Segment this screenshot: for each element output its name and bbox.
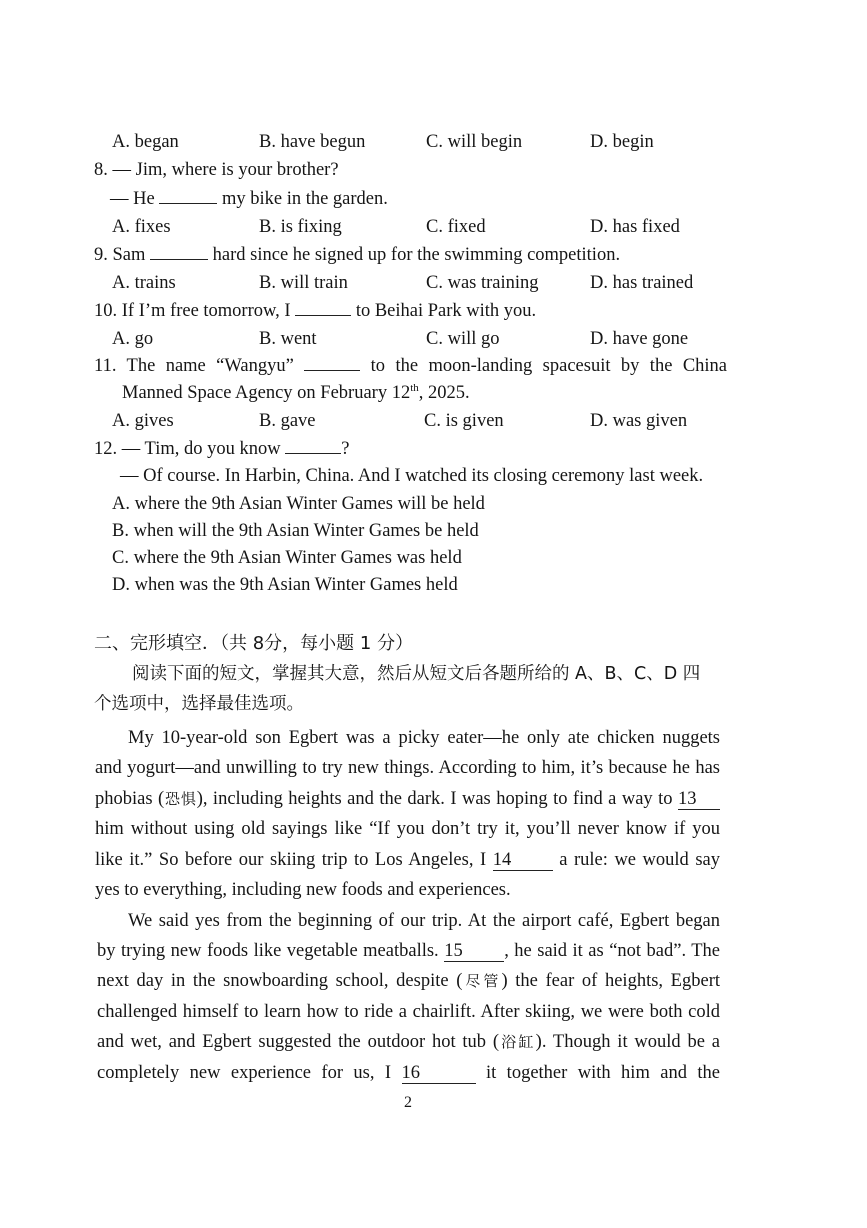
passage-p1-line3-mid: ), including heights and the dark. I was hoping to find a way to [196, 789, 673, 809]
passage-p2-line3-cn: 尽管 [462, 972, 502, 990]
blank-13[interactable]: 13 [678, 789, 720, 810]
blank-14[interactable]: 14 [493, 850, 553, 871]
q7-option-a[interactable]: A. began [112, 132, 179, 152]
q12-option-a[interactable]: A. where the 9th Asian Winter Games will be held [112, 494, 485, 514]
section2-heading: 二、完形填空．（共 8分，每小题 1 分） [94, 633, 414, 654]
passage-p2-line5-cn: 浴缸 [499, 1033, 536, 1051]
q10-option-a[interactable]: A. go [112, 329, 154, 349]
q12-option-d[interactable]: D. when was the 9th Asian Winter Games held [112, 575, 458, 595]
passage-p1-line3-pre: phobias ( [95, 789, 165, 809]
passage-p2-line6 [97, 1061, 720, 1085]
q11-post: to the moon-landing spacesuit by the China [370, 356, 728, 376]
passage-p2-line2-post: , he said it as “not bad”. The [504, 941, 721, 961]
passage-p1-line3-cn: 恐惧 [164, 790, 197, 808]
passage-p2-line2-pre: by trying new foods like vegetable meatballs. [97, 941, 439, 961]
q9-pre: 9. Sam [94, 245, 146, 265]
q12-stem-pre: 12. — Tim, do you know [94, 439, 281, 459]
passage-p1-line3 [95, 787, 720, 811]
q11-pre: 11. The name “Wangyu” [94, 356, 294, 376]
q8-answer-line [110, 187, 388, 211]
q9-post: hard since he signed up for the swimming competition. [212, 245, 621, 265]
passage-p1-line2: and yogurt—and unwilling to try new things. According to him, it’s because he has [95, 758, 720, 778]
q10-pre: 10. If I’m free tomorrow, I [94, 301, 291, 321]
q12-blank [285, 437, 341, 454]
q11-stem-line2 [122, 381, 470, 405]
q8-answer-pre: — He [110, 189, 155, 209]
q9-option-c[interactable]: C. was training [426, 273, 539, 293]
passage-p2-line3 [97, 969, 720, 993]
q11-line2-sup: th [410, 381, 419, 394]
q9-option-a[interactable]: A. trains [112, 273, 176, 293]
q8-option-c[interactable]: C. fixed [426, 217, 486, 237]
q12-reply: — Of course. In Harbin, China. And I watched its closing ceremony last week. [120, 466, 704, 486]
q12-stem-post: ? [341, 439, 350, 459]
q11-line2-pre: Manned Space Agency on February 12 [122, 383, 411, 403]
q8-option-d[interactable]: D. has fixed [590, 217, 680, 237]
q8-answer-post: my bike in the garden. [221, 189, 388, 209]
passage-p2-line6-post: it together with him and the [485, 1063, 721, 1083]
blank-15[interactable]: 15 [444, 941, 504, 962]
q10-option-d[interactable]: D. have gone [590, 329, 689, 349]
q8-option-a[interactable]: A. fixes [112, 217, 171, 237]
q10-blank [295, 299, 351, 316]
passage-p1-line5-post: a rule: we would say [559, 850, 721, 870]
passage-p2-line5-pre: and wet, and Egbert suggested the outdoor hot tub ( [97, 1032, 500, 1052]
q11-option-d[interactable]: D. was given [590, 411, 688, 431]
q10-option-b[interactable]: B. went [259, 329, 317, 349]
section2-instruction-line1: 阅读下面的短文，掌握其大意，然后从短文后各题所给的 A、B、C、D 四 [132, 664, 701, 684]
passage-p1-line1: My 10-year-old son Egbert was a picky eater—he only ate chicken nuggets [128, 728, 720, 748]
q11-stem [94, 354, 727, 378]
passage-p1-line5 [95, 848, 720, 872]
q8-option-b[interactable]: B. is fixing [259, 217, 342, 237]
q7-option-d[interactable]: D. begin [590, 132, 654, 152]
passage-p1-line4: him without using old sayings like “If you don’t try it, you’ll never know if you [95, 819, 720, 839]
passage-p2-line4: challenged himself to learn how to ride a chairlift. After skiing, we were both cold [97, 1002, 720, 1022]
passage-p2-line6-pre: completely new experience for us, I [97, 1063, 392, 1083]
q11-option-c[interactable]: C. is given [424, 411, 504, 431]
passage-p2-line3-pre: next day in the snowboarding school, despite ( [97, 971, 463, 991]
page-number: 2 [404, 1094, 412, 1111]
passage-p1-line6: yes to everything, including new foods and experiences. [95, 880, 511, 900]
q9-blank [150, 243, 208, 260]
passage-p1-line5-pre: like it.” So before our skiing trip to Los Angeles, I [95, 850, 487, 870]
q8-stem: 8. — Jim, where is your brother? [94, 160, 339, 180]
q10-post: to Beihai Park with you. [355, 301, 537, 321]
q8-blank [159, 187, 217, 204]
q10-stem [94, 299, 536, 323]
blank-16[interactable]: 16 [402, 1063, 476, 1084]
passage-p2-line5-post: ). Though it would be a [535, 1032, 720, 1052]
q11-blank [304, 354, 360, 371]
q9-stem [94, 243, 620, 267]
q9-option-d[interactable]: D. has trained [590, 273, 694, 293]
q11-option-a[interactable]: A. gives [112, 411, 174, 431]
passage-p2-line2 [97, 939, 720, 963]
q12-stem [94, 437, 349, 461]
q7-option-c[interactable]: C. will begin [426, 132, 523, 152]
passage-p2-line3-post: ) the fear of heights, Egbert [501, 971, 720, 991]
q11-line2-post: , 2025. [418, 383, 470, 403]
q10-option-c[interactable]: C. will go [426, 329, 500, 349]
q9-option-b[interactable]: B. will train [259, 273, 348, 293]
passage-p2-line1: We said yes from the beginning of our trip. At the airport café, Egbert began [128, 911, 720, 931]
passage-p2-line5 [97, 1030, 720, 1054]
q11-option-b[interactable]: B. gave [259, 411, 316, 431]
q7-option-b[interactable]: B. have begun [259, 132, 366, 152]
q12-option-b[interactable]: B. when will the 9th Asian Winter Games be held [112, 521, 479, 541]
q12-option-c[interactable]: C. where the 9th Asian Winter Games was held [112, 548, 462, 568]
section2-instruction-line2: 个选项中，选择最佳选项。 [94, 694, 304, 714]
